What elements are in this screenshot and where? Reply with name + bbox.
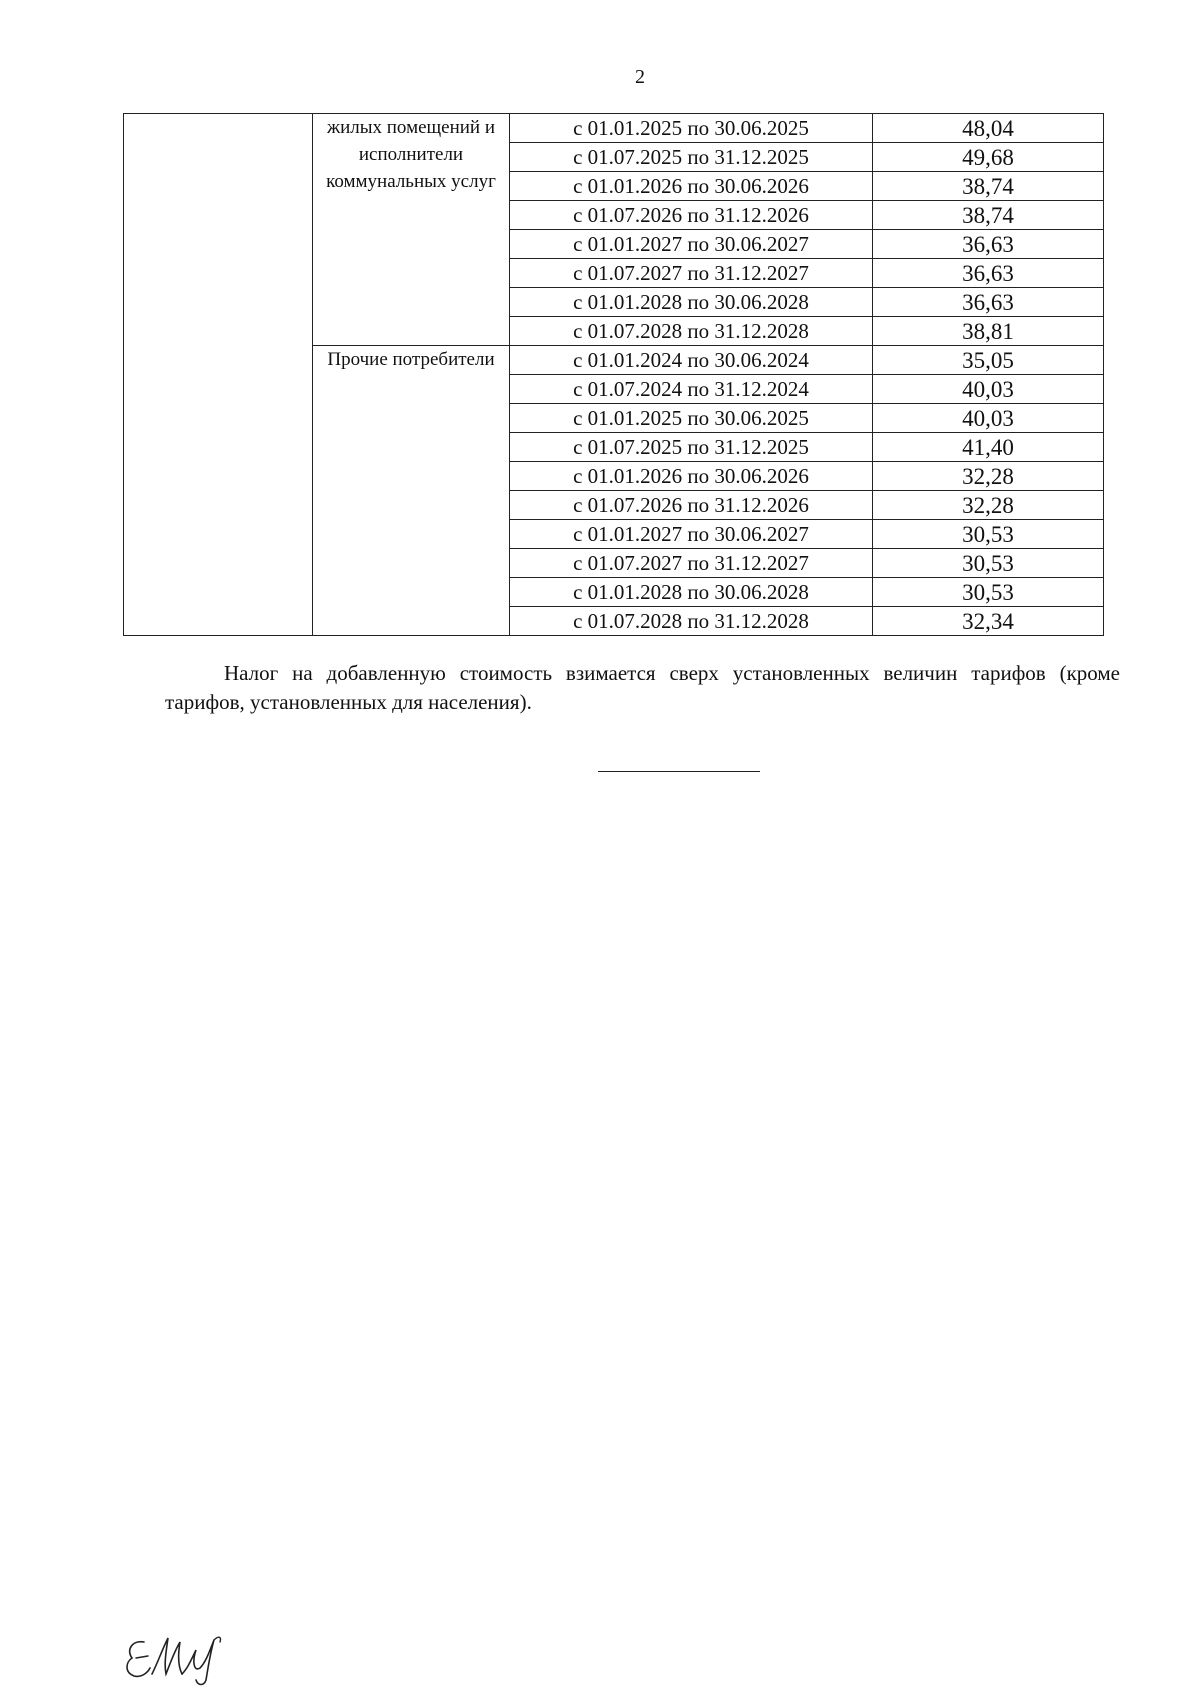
tariff-value-cell: 32,28	[873, 491, 1104, 520]
period-cell: с 01.07.2028 по 31.12.2028	[510, 607, 873, 636]
tariff-value-cell: 30,53	[873, 520, 1104, 549]
tariff-value-cell: 41,40	[873, 433, 1104, 462]
tariff-value-cell: 48,04	[873, 114, 1104, 143]
period-cell: с 01.01.2027 по 30.06.2027	[510, 230, 873, 259]
closing-divider	[598, 771, 760, 772]
tariff-value-cell: 30,53	[873, 578, 1104, 607]
page-number: 2	[635, 66, 645, 88]
period-cell: с 01.01.2024 по 30.06.2024	[510, 346, 873, 375]
tariff-value-cell: 38,74	[873, 172, 1104, 201]
tariff-value-cell: 32,34	[873, 607, 1104, 636]
table-row	[124, 114, 1104, 143]
tariff-value-cell: 40,03	[873, 404, 1104, 433]
period-cell: с 01.07.2025 по 31.12.2025	[510, 143, 873, 172]
tariff-value-cell: 36,63	[873, 259, 1104, 288]
period-cell: с 01.07.2025 по 31.12.2025	[510, 433, 873, 462]
period-cell: с 01.01.2026 по 30.06.2026	[510, 172, 873, 201]
period-cell: с 01.07.2027 по 31.12.2027	[510, 549, 873, 578]
consumer-group-cell: жилых помещений и исполнители коммунальных услуг	[313, 114, 510, 346]
tariff-table	[123, 113, 1104, 636]
handwritten-signature-icon	[122, 1628, 232, 1688]
period-cell: с 01.01.2025 по 30.06.2025	[510, 114, 873, 143]
period-cell: с 01.01.2025 по 30.06.2025	[510, 404, 873, 433]
period-cell: с 01.07.2024 по 31.12.2024	[510, 375, 873, 404]
period-cell: с 01.07.2028 по 31.12.2028	[510, 317, 873, 346]
period-cell: с 01.07.2026 по 31.12.2026	[510, 201, 873, 230]
tariff-value-cell: 36,63	[873, 230, 1104, 259]
tariff-value-cell: 49,68	[873, 143, 1104, 172]
tariff-value-cell: 40,03	[873, 375, 1104, 404]
tariff-value-cell: 32,28	[873, 462, 1104, 491]
period-cell: с 01.07.2027 по 31.12.2027	[510, 259, 873, 288]
vat-note: Налог на добавленную стоимость взимается сверх установленных величин тарифов (кроме тарифов, установленных для населения).	[165, 661, 1120, 714]
period-cell: с 01.01.2027 по 30.06.2027	[510, 520, 873, 549]
period-cell: с 01.01.2028 по 30.06.2028	[510, 578, 873, 607]
period-cell: с 01.07.2026 по 31.12.2026	[510, 491, 873, 520]
empty-column-cell	[124, 114, 313, 636]
tariff-value-cell: 36,63	[873, 288, 1104, 317]
period-cell: с 01.01.2026 по 30.06.2026	[510, 462, 873, 491]
tariff-value-cell: 38,81	[873, 317, 1104, 346]
tariff-value-cell: 38,74	[873, 201, 1104, 230]
tariff-value-cell: 35,05	[873, 346, 1104, 375]
tariff-value-cell: 30,53	[873, 549, 1104, 578]
period-cell: с 01.01.2028 по 30.06.2028	[510, 288, 873, 317]
consumer-group-cell: Прочие потребители	[313, 346, 510, 636]
